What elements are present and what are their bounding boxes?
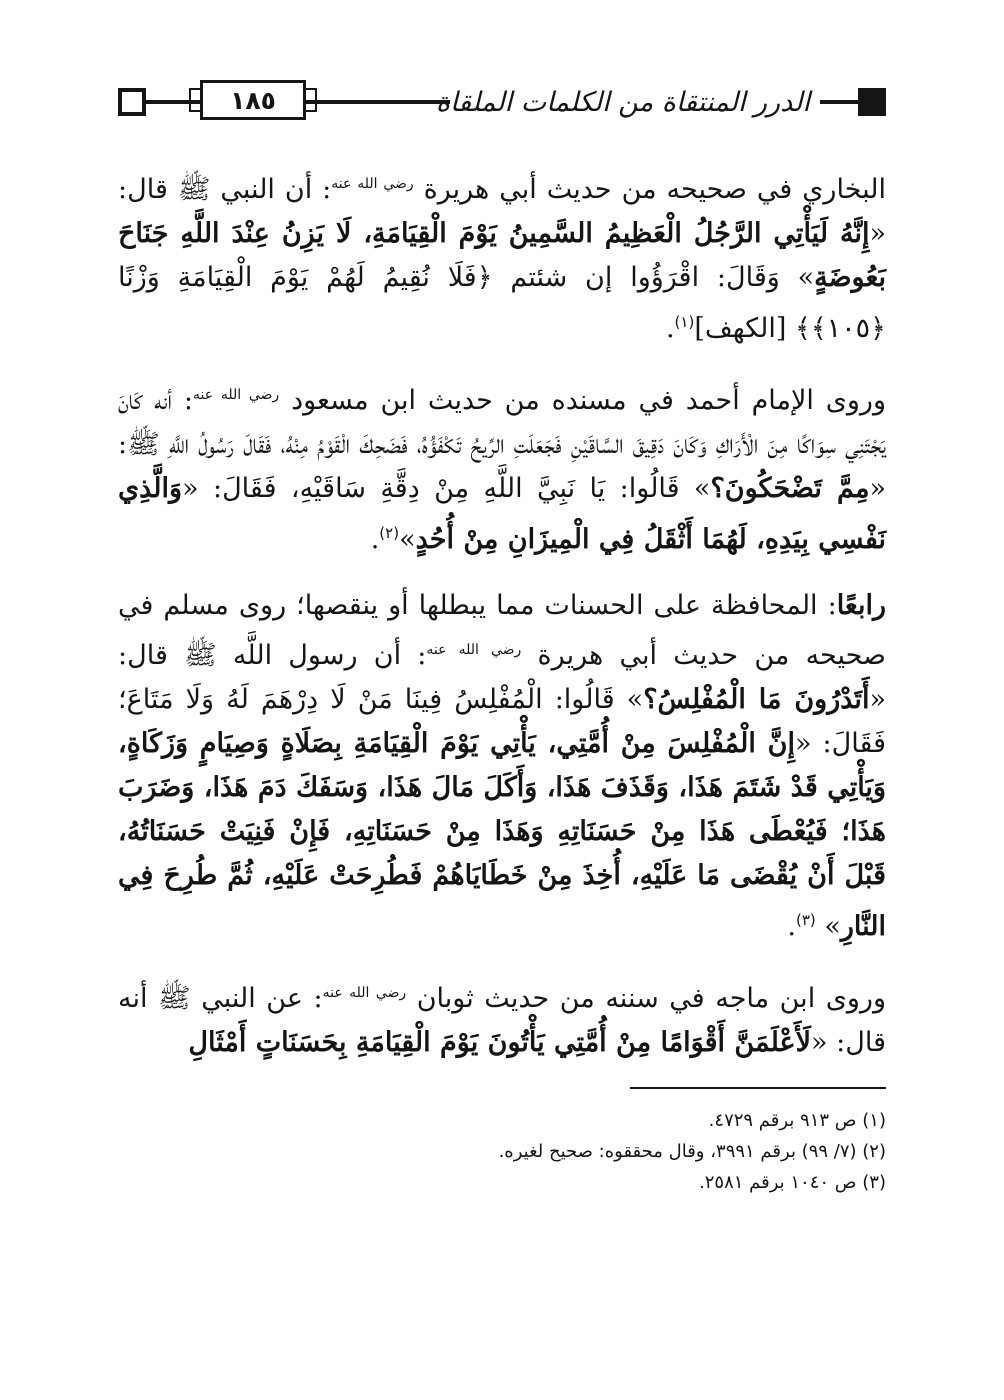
book-title: الدرر المنتقاة من الكلمات الملقاة: [450, 84, 820, 122]
text-segment: .: [787, 911, 796, 942]
main-text: [118, 162, 886, 1065]
text-segment: : المحافظة على الحسنات مما يبطلها أو ينقصها؛ روى مسلم في صحيحه من حديث أبي هريرة: [118, 590, 886, 671]
text-segment: .: [370, 524, 380, 555]
footnote-divider: [630, 1087, 886, 1089]
text-segment: : عن النبي: [190, 983, 323, 1014]
footnote-reference: (١): [674, 313, 695, 331]
text-segment: ﷺ: [127, 429, 160, 460]
header-ornament-hollow-square: [118, 88, 146, 116]
text-segment: لَأَعْلَمَنَّ أَقْوَامًا مِنْ أُمَّتِي يَأْتُونَ يَوْمَ الْقِيَامَةِ بِحَسَنَاتٍ أَمْثَالِ: [188, 1027, 812, 1058]
text-segment: : أن النبي: [210, 174, 332, 205]
footnote-reference: (٢): [379, 524, 400, 542]
text-segment: وروى ابن ماجه في سننه من حديث ثوبان: [406, 983, 886, 1014]
text-segment: البخاري في صحيحه من حديث أبي هريرة: [413, 174, 887, 205]
text-segment: »: [399, 524, 416, 555]
text-segment: » وَقَالَ: اقْرَؤُوا إن شئتم ﴿فَلَا نُقِيمُ لَهُمْ يَوْمَ الْقِيَامَةِ وَزْنًا ﴿١٠٥﴾﴾ [الكهف]: [118, 262, 886, 344]
text-segment: » قَالُوا: الْمُفْلِسُ فِينَا مَنْ لَا دِرْهَمَ لَهُ وَلَا مَتَاعَ؛ فَقَالَ: «: [118, 684, 887, 759]
page-number: ١٨٥: [200, 80, 306, 120]
honorific: رضي الله عنه: [426, 642, 522, 658]
text-segment: إِنَّهُ لَيَأْتِي الرَّجُلُ الْعَظِيمُ السَّمِينُ يَوْمَ الْقِيَامَةِ، لَا يَزِنُ عِنْدَ اللَّهِ جَنَاحَ بَعُوضَةٍ: [118, 218, 886, 293]
honorific: رضي الله عنه: [322, 985, 407, 1001]
book-page: [118, 74, 886, 1400]
honorific: رضي الله عنه: [193, 387, 280, 403]
paragraph: [118, 584, 886, 949]
header-rule-middle: [306, 100, 456, 104]
footnote-reference: (٣): [795, 911, 816, 929]
text-segment: إِنَّ الْمُفْلِسَ مِنْ أُمَّتِي، يَأْتِي يَوْمَ الْقِيَامَةِ بِصَلَاةٍ وَصِيَامٍ وَزَكَاةٍ، وَيَأْتِي قَدْ شَتَمَ هَذَا، وَقَذَفَ هَذَا، وَأَكَلَ مَالَ هَذَا، وَسَفَكَ دَمَ هَذَا، وَضَرَبَ هَذَا؛ فَيُعْطَى هَذَا مِنْ حَسَنَاتِهِ وَهَذَا مِنْ حَسَنَاتِهِ، فَإِنْ فَنِيَتْ حَسَنَاتُهُ، قَبْلَ أَنْ يُقْضَى مَا عَلَيْهِ، أُخِذَ مِنْ خَطَايَاهُمْ فَطُرِحَتْ عَلَيْهِ، ثُمَّ طُرِحَ فِي النَّارِ: [118, 728, 886, 942]
footnote: (٣) ص ١٠٤٠ برقم ٢٥٨١.: [699, 1172, 886, 1193]
text-segment: : أن رسول اللَّه: [216, 640, 427, 671]
text-segment: أنه قال: «: [118, 983, 886, 1058]
text-segment: وَالَّذِي نَفْسِي بِيَدِهِ، لَهُمَا أَثْقَلُ فِي الْمِيزَانِ مِنْ أُحُدٍ: [118, 473, 886, 555]
text-segment: قال: «: [118, 640, 886, 715]
paragraph: [118, 373, 886, 562]
text-segment: قال: «: [118, 174, 886, 249]
footnotes: [118, 1105, 886, 1198]
text-segment: : «: [118, 429, 886, 504]
text-segment: مِمَّ تَضْحَكُونَ؟: [710, 473, 870, 504]
text-segment: أَتَدْرُونَ مَا الْمُفْلِسُ؟: [643, 684, 870, 715]
page-header: [118, 74, 886, 130]
text-segment: وروى الإمام أحمد في مسنده من حديث ابن مسعود: [279, 385, 887, 416]
honorific: رضي الله عنه: [331, 176, 414, 192]
text-segment: ﷺ: [184, 640, 217, 671]
text-segment: رابعًا: [836, 590, 886, 621]
paragraph: [118, 162, 886, 351]
text-segment: .: [665, 313, 675, 344]
footnote: (٢) (٧/ ٩٩) برقم ٣٩٩١، وقال محققوه: صحيح لغيره.: [498, 1141, 886, 1162]
paragraph: [118, 971, 886, 1065]
footnote: (١) ص ٩١٣ برقم ٤٧٢٩.: [708, 1110, 886, 1131]
text-segment: ﷺ: [177, 174, 211, 205]
text-segment: ﷺ: [158, 983, 191, 1014]
text-segment: »: [815, 911, 841, 942]
header-ornament-filled-square: [858, 88, 886, 116]
text-segment: : أنه كَانَ يَجْتَنِي سِوَاكًا مِنَ الْأَرَاكِ وَكَانَ دَقِيقَ السَّاقَيْنِ فَجَعَلَتِ الرِّيحُ تَكْفَؤُهُ، فَضَحِكَ الْقَوْمُ مِنْهُ، فَقَالَ رَسُولُ اللَّهِ: [118, 385, 886, 460]
text-segment: » قَالُوا: يَا نَبِيَّ اللَّهِ مِنْ دِقَّةِ سَاقَيْهِ، فَقَالَ: «: [182, 473, 711, 504]
